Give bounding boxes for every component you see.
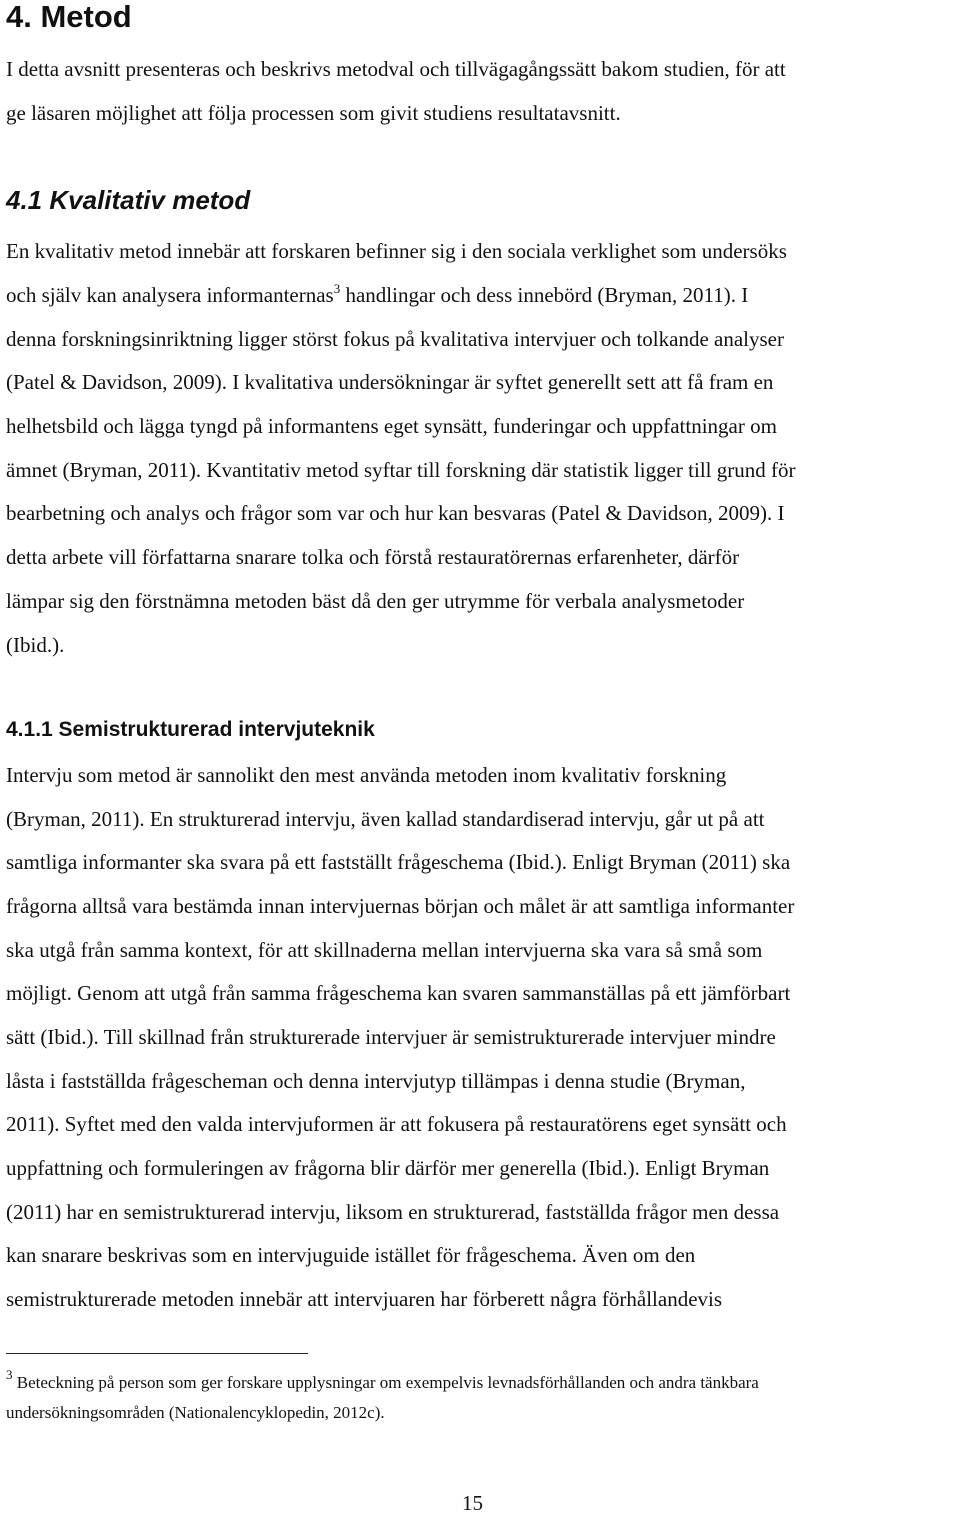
heading-kvalitativ-metod: 4.1 Kvalitativ metod	[6, 185, 251, 215]
paragraph-line: samtliga informanter ska svara på ett fastställt frågeschema (Ibid.). Enligt Bryman (2011) ska	[6, 850, 791, 874]
paragraph-text: och själv kan analysera informanternas	[6, 283, 334, 307]
paragraph-line: En kvalitativ metod innebär att forskaren befinner sig i den sociala verklighet som undersöks	[6, 239, 787, 263]
paragraph-line: sätt (Ibid.). Till skillnad från strukturerade intervjuer är semistrukturerade intervjuer mindre	[6, 1025, 776, 1049]
paragraph-line: frågorna alltså vara bestämda innan intervjuernas början och målet är att samtliga informanter	[6, 894, 795, 918]
paragraph-line: (Patel & Davidson, 2009). I kvalitativa undersökningar är syftet generellt sett att få fram en	[6, 370, 774, 394]
paragraph-line: låsta i fastställda frågescheman och denna intervjutyp tillämpas i denna studie (Bryman,	[6, 1069, 746, 1093]
paragraph-line: ska utgå från samma kontext, för att skillnaderna mellan intervjuerna ska vara så små som	[6, 938, 763, 962]
paragraph-line: ämnet (Bryman, 2011). Kvantitativ metod syftar till forskning där statistik ligger till grund för	[6, 458, 796, 482]
paragraph-line: bearbetning och analys och frågor som var och hur kan besvaras (Patel & Davidson, 2009). I	[6, 501, 785, 525]
paragraph-line: kan snarare beskrivas som en intervjuguide istället för frågeschema. Även om den	[6, 1243, 696, 1267]
paragraph-line: uppfattning och formuleringen av frågorna blir därför mer generella (Ibid.). Enligt Bryman	[6, 1156, 770, 1180]
intro-line: ge läsaren möjlighet att följa processen som givit studiens resultatavsnitt.	[6, 101, 621, 125]
paragraph-line: möjligt. Genom att utgå från samma frågeschema kan svaren sammanställas på ett jämförbart	[6, 981, 791, 1005]
page-number: 15	[462, 1491, 483, 1515]
paragraph-line: (Bryman, 2011). En strukturerad intervju, även kallad standardiserad intervju, går ut på att	[6, 807, 765, 831]
intro-line: I detta avsnitt presenteras och beskrivs metodval och tillvägagångssätt bakom studien, för att	[6, 57, 786, 81]
footnote-line: Beteckning på person som ger forskare upplysningar om exempelvis levnadsförhållanden och andra tänkbara	[12, 1373, 759, 1392]
paragraph-line: 2011). Syftet med den valda intervjuformen är att fokusera på restauratörens eget synsätt och	[6, 1112, 787, 1136]
footnote-separator	[6, 1353, 308, 1354]
paragraph-line: lämpar sig den förstnämna metoden bäst då den ger utrymme för verbala analysmetoder	[6, 589, 745, 613]
paragraph-line: (2011) har en semistrukturerad intervju, liksom en strukturerad, fastställda frågor men dessa	[6, 1200, 780, 1224]
paragraph-line: (Ibid.).	[6, 633, 65, 657]
paragraph-line: helhetsbild och lägga tyngd på informantens eget synsätt, funderingar och uppfattningar om	[6, 414, 777, 438]
paragraph-line: semistrukturerade metoden innebär att intervjuaren har förberett några förhållandevis	[6, 1287, 723, 1311]
footnote-reference: 3	[333, 281, 341, 296]
heading-metod: 4. Metod	[6, 0, 132, 34]
heading-semistrukturerad-intervjuteknik: 4.1.1 Semistrukturerad intervjuteknik	[6, 718, 375, 741]
footnote-line: undersökningsområden (Nationalencyklopedin, 2012c).	[6, 1403, 385, 1422]
paragraph-line: denna forskningsinriktning ligger störst fokus på kvalitativa intervjuer och tolkande analyser	[6, 327, 784, 351]
paragraph-line: Intervju som metod är sannolikt den mest använda metoden inom kvalitativ forskning	[6, 763, 727, 787]
footnote-marker: 3	[6, 1367, 13, 1382]
footnote-text	[6, 1367, 759, 1394]
paragraph-line: detta arbete vill författarna snarare tolka och förstå restauratörernas erfarenheter, därför	[6, 545, 740, 569]
paragraph-text: handlingar och dess innebörd (Bryman, 2011). I	[340, 283, 749, 307]
paragraph-line-with-footnote	[6, 282, 748, 308]
